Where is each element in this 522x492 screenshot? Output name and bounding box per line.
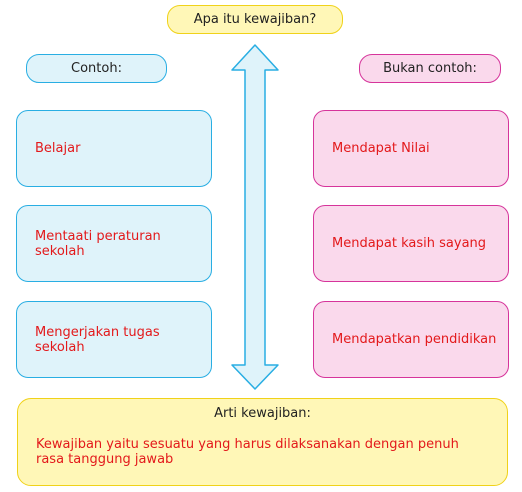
double-arrow-icon <box>230 43 280 391</box>
definition-box <box>17 398 508 486</box>
example-box-1: Belajar <box>16 110 212 187</box>
non-example-box-3: Mendapatkan pendidikan <box>313 301 509 378</box>
definition-title: Arti kewajiban: <box>214 406 311 421</box>
non-examples-header: Bukan contoh: <box>359 54 501 83</box>
non-example-box-1: Mendapat Nilai <box>313 110 509 187</box>
non-example-box-2: Mendapat kasih sayang <box>313 205 509 282</box>
question-title: Apa itu kewajiban? <box>167 5 343 34</box>
definition-text: Kewajiban yaitu sesuatu yang harus dilaksanakan dengan penuh rasa tanggung jawab <box>36 437 459 467</box>
example-box-2: Mentaati peraturan sekolah <box>16 205 212 282</box>
example-box-3: Mengerjakan tugas sekolah <box>16 301 212 378</box>
examples-header: Contoh: <box>26 54 167 83</box>
